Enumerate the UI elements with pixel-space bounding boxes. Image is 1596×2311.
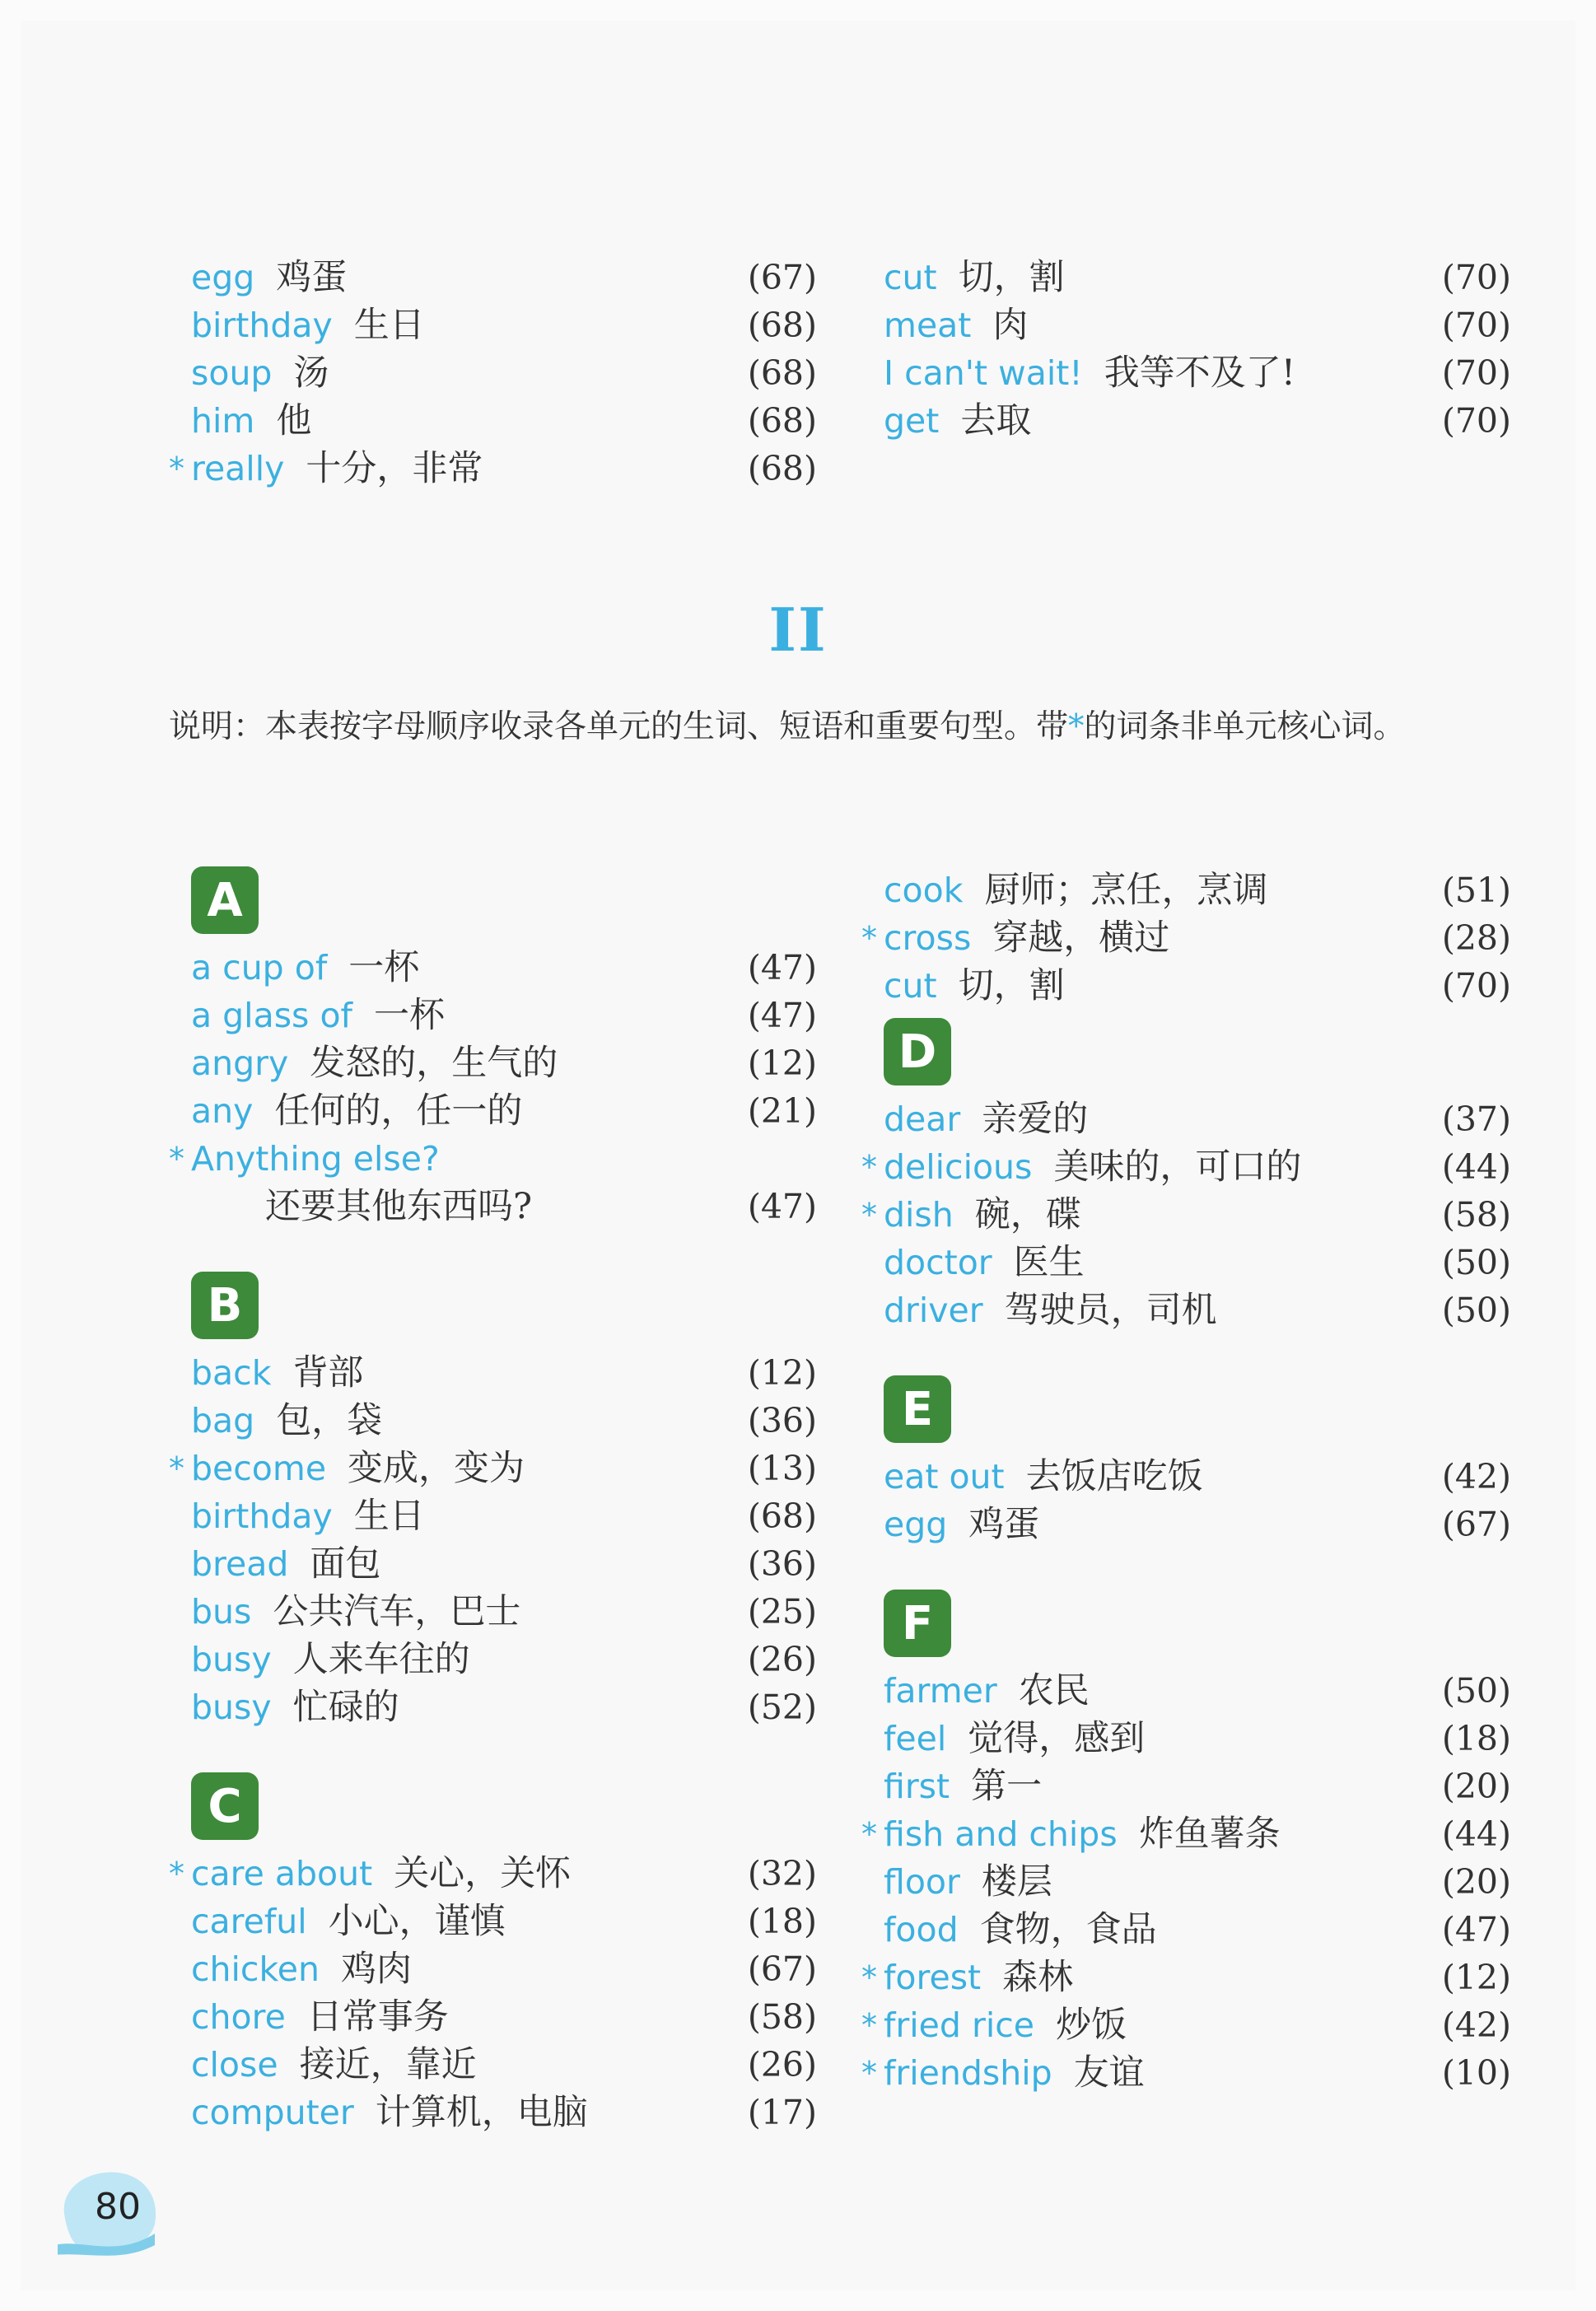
- entry-meaning: 亲爱的: [982, 1099, 1089, 1140]
- entry-word: get: [884, 401, 940, 441]
- non-core-star: *: [861, 1197, 877, 1233]
- entry-meaning: 忙碌的: [292, 1687, 399, 1728]
- entry-page-ref: (18): [747, 1902, 817, 1941]
- entry-meaning: 美味的，可口的: [1053, 1146, 1302, 1188]
- non-core-star: *: [169, 1856, 184, 1892]
- note-text-before: 说明：本表按字母顺序收录各单元的生词、短语和重要句型。带: [169, 708, 1069, 745]
- entry-meaning: 去饭店吃饭: [1025, 1456, 1203, 1497]
- entry-word: become: [191, 1449, 327, 1488]
- entry-word: floor: [884, 1862, 960, 1902]
- glossary-entry: [884, 1667, 1511, 1715]
- glossary-entry: [191, 1588, 817, 1636]
- entry-page-ref: (68): [747, 306, 817, 345]
- entry-page-ref: (58): [1441, 1195, 1511, 1235]
- entry-page-ref: (70): [1441, 353, 1511, 393]
- glossary-entry: [884, 1239, 1511, 1286]
- glossary-entry: [861, 2049, 1511, 2097]
- entry-page-ref: (50): [1441, 1671, 1511, 1711]
- entry-page-ref: (47): [747, 996, 817, 1035]
- glossary-entry: [169, 1445, 817, 1492]
- glossary-entry: [169, 445, 817, 493]
- entry-page-ref: (47): [747, 948, 817, 987]
- entry-word: eat out: [884, 1457, 1005, 1496]
- entry-meaning: 关心，关怀: [394, 1853, 572, 1894]
- entry-word: care about: [191, 1854, 373, 1893]
- entry-word: forest: [884, 1958, 982, 1997]
- entry-meaning: 食物，食品: [979, 1909, 1157, 1950]
- entry-page-ref: (20): [1441, 1767, 1511, 1806]
- entry-page-ref: (44): [1441, 1814, 1511, 1854]
- note-text-after: 的词条非单元核心词。: [1084, 708, 1406, 745]
- entry-meaning: 炸鱼薯条: [1138, 1814, 1281, 1855]
- entry-meaning: 变成，变为: [348, 1448, 525, 1489]
- section-letter-badge: E: [884, 1375, 951, 1443]
- entry-word: careful: [191, 1902, 307, 1941]
- entry-word: driver: [884, 1291, 983, 1330]
- entry-page-ref: (67): [747, 258, 817, 297]
- entry-meaning: 发怒的，生气的: [310, 1043, 558, 1084]
- entry-meaning: 楼层: [981, 1861, 1052, 1902]
- glossary-entry: [884, 1453, 1511, 1501]
- entry-word: busy: [191, 1688, 272, 1727]
- entry-page-ref: (28): [1441, 918, 1511, 958]
- non-core-star: *: [169, 451, 184, 487]
- glossary-entry: [884, 397, 1511, 445]
- glossary-entry: [191, 1087, 817, 1135]
- non-core-star: *: [861, 920, 877, 956]
- entry-page-ref: (12): [747, 1353, 817, 1393]
- entry-page-ref: (68): [747, 401, 817, 441]
- entry-meaning: 鸡肉: [340, 1949, 412, 1990]
- entry-meaning: 炒饭: [1055, 2005, 1127, 2046]
- glossary-entry: [191, 1540, 817, 1588]
- entry-meaning: 肉: [992, 305, 1029, 346]
- entry-meaning: 汤: [293, 352, 329, 394]
- entry-page-ref: (18): [1441, 1719, 1511, 1758]
- glossary-entry: [191, 944, 817, 992]
- glossary-entry: [191, 1492, 817, 1540]
- glossary-entry: [191, 2041, 817, 2089]
- entry-word: angry: [191, 1043, 289, 1083]
- glossary-entry: [191, 1636, 817, 1683]
- entry-word: a cup of: [191, 948, 328, 987]
- entry-page-ref: (17): [747, 2093, 817, 2132]
- entry-word: I can't wait!: [884, 353, 1083, 393]
- entry-page-ref: (47): [747, 1187, 817, 1226]
- entry-meaning: 面包: [310, 1543, 381, 1585]
- glossary-entry: [884, 1906, 1511, 1954]
- page-number: 80: [95, 2186, 141, 2228]
- glossary-entry: [884, 1286, 1511, 1334]
- glossary-entry: [861, 914, 1511, 962]
- entry-word: fish and chips: [884, 1814, 1118, 1854]
- glossary-entry: [861, 1810, 1511, 1858]
- entry-meaning: 切，割: [958, 257, 1065, 298]
- entry-meaning: 背部: [292, 1352, 364, 1394]
- entry-word: food: [884, 1910, 959, 1949]
- entry-page-ref: (25): [747, 1592, 817, 1632]
- explanation-note: [169, 700, 1511, 754]
- entry-meaning: 穿越，横过: [992, 917, 1170, 959]
- entry-page-ref: (70): [1441, 401, 1511, 441]
- glossary-entry: [861, 2001, 1511, 2049]
- entry-page-ref: (42): [1441, 2005, 1511, 2045]
- entry-meaning: 厨师；烹任，烹调: [984, 870, 1268, 911]
- entry-word: a glass of: [191, 996, 352, 1035]
- glossary-entry: [191, 397, 817, 445]
- entry-page-ref: (12): [747, 1043, 817, 1083]
- entry-page-ref: (67): [1441, 1505, 1511, 1544]
- top-left-column: [169, 254, 817, 493]
- entry-meaning: 生日: [353, 305, 425, 346]
- non-core-star: *: [861, 2055, 877, 2091]
- glossary-entry: [884, 301, 1511, 349]
- glossary-entry: [191, 1683, 817, 1731]
- glossary-entry: [191, 1349, 817, 1397]
- glossary-entry: [191, 1397, 817, 1445]
- entry-page-ref: (12): [1441, 1958, 1511, 1997]
- entry-page-ref: (44): [1441, 1147, 1511, 1187]
- entry-meaning: 生日: [353, 1496, 425, 1537]
- entry-word: busy: [191, 1640, 272, 1679]
- entry-meaning: 公共汽车，巴士: [273, 1591, 521, 1632]
- entry-page-ref: (36): [747, 1544, 817, 1584]
- entry-meaning: 鸡蛋: [968, 1504, 1040, 1545]
- entry-page-ref: (20): [1441, 1862, 1511, 1902]
- entry-word: back: [191, 1353, 272, 1393]
- section-letter-badge: C: [191, 1772, 259, 1840]
- entry-word: egg: [884, 1505, 948, 1544]
- entry-word: chore: [191, 1997, 286, 2037]
- entry-page-ref: (51): [1441, 871, 1511, 910]
- entry-meaning: 十分，非常: [306, 448, 483, 489]
- entry-word: birthday: [191, 306, 333, 345]
- entry-meaning: 一杯: [373, 995, 445, 1036]
- entry-meaning: 第一: [971, 1766, 1043, 1807]
- glossary-entry: [191, 349, 817, 397]
- entry-word: computer: [191, 2093, 354, 2132]
- entry-meaning: 驾驶员，司机: [1004, 1290, 1217, 1331]
- entry-meaning: 觉得，感到: [968, 1718, 1146, 1759]
- glossary-entry: [191, 1898, 817, 1945]
- entry-word: cut: [884, 966, 937, 1006]
- entry-meaning: 医生: [1013, 1242, 1085, 1283]
- glossary-entry: [191, 254, 817, 301]
- glossary-left-column: [169, 858, 817, 2136]
- entry-word: Anything else?: [191, 1139, 440, 1179]
- glossary-entry: [884, 1858, 1511, 1906]
- page-number-badge: [58, 2166, 173, 2265]
- entry-meaning: 计算机，电脑: [375, 2092, 588, 2133]
- entry-page-ref: (68): [747, 449, 817, 488]
- entry-meaning: 森林: [1002, 1957, 1074, 1998]
- entry-meaning: 碗，碟: [974, 1194, 1081, 1235]
- entry-meaning: 接近，靠近: [299, 2044, 477, 2085]
- entry-page-ref: (58): [747, 1997, 817, 2037]
- entry-page-ref: (21): [747, 1091, 817, 1131]
- entry-meaning: 小心，谨慎: [328, 1901, 506, 1942]
- glossary-entry: [884, 254, 1511, 301]
- entry-word: bread: [191, 1544, 289, 1584]
- entry-word: first: [884, 1767, 950, 1806]
- entry-word: dear: [884, 1099, 961, 1139]
- entry-page-ref: (36): [747, 1401, 817, 1440]
- entry-word: birthday: [191, 1496, 333, 1536]
- entry-page-ref: (70): [1441, 306, 1511, 345]
- non-core-star: *: [169, 1450, 184, 1487]
- entry-page-ref: (50): [1441, 1243, 1511, 1282]
- entry-page-ref: (70): [1441, 258, 1511, 297]
- entry-page-ref: (68): [747, 353, 817, 393]
- glossary-entry: [884, 1095, 1511, 1143]
- entry-meaning: 友谊: [1073, 2052, 1145, 2094]
- entry-word: egg: [191, 258, 255, 297]
- section-letter-badge: B: [191, 1272, 259, 1339]
- entry-word: feel: [884, 1719, 947, 1758]
- entry-word: him: [191, 401, 255, 441]
- section-letter-badge: F: [884, 1590, 951, 1657]
- entry-page-ref: (10): [1441, 2053, 1511, 2093]
- non-core-star: *: [861, 2007, 877, 2043]
- entry-word: soup: [191, 353, 273, 393]
- glossary-entry: [191, 2089, 817, 2136]
- entry-word: delicious: [884, 1147, 1033, 1187]
- glossary-entry: [861, 1143, 1511, 1191]
- entry-word: close: [191, 2045, 278, 2085]
- glossary-entry: [191, 1945, 817, 1993]
- section-title: II: [768, 595, 828, 665]
- entry-meaning: 一杯: [348, 947, 420, 988]
- entry-meaning: 还要其他东西吗?: [265, 1186, 533, 1227]
- glossary-entry: [884, 962, 1511, 1010]
- entry-page-ref: (50): [1441, 1291, 1511, 1330]
- entry-page-ref: (68): [747, 1496, 817, 1536]
- entry-word: fried rice: [884, 2005, 1034, 2045]
- glossary-entry: [169, 1850, 817, 1898]
- glossary-entry: [884, 1501, 1511, 1548]
- entry-page-ref: (13): [747, 1449, 817, 1488]
- note-star: *: [1068, 708, 1085, 745]
- entry-word: really: [191, 449, 285, 488]
- glossary-entry: [191, 301, 817, 349]
- entry-meaning: 他: [276, 400, 312, 441]
- section-letter-badge: D: [884, 1018, 951, 1085]
- glossary-entry: [884, 866, 1511, 914]
- entry-word: chicken: [191, 1949, 320, 1989]
- glossary-entry: [191, 1039, 817, 1087]
- entry-meaning: 包，袋: [276, 1400, 383, 1441]
- glossary-entry: [884, 1715, 1511, 1762]
- non-core-star: *: [861, 1816, 877, 1852]
- entry-page-ref: (70): [1441, 966, 1511, 1006]
- entry-word: bag: [191, 1401, 255, 1440]
- entry-meaning: 人来车往的: [292, 1639, 470, 1680]
- entry-page-ref: (42): [1441, 1457, 1511, 1496]
- non-core-star: *: [861, 1959, 877, 1996]
- entry-word: any: [191, 1091, 254, 1131]
- entry-page-ref: (26): [747, 2045, 817, 2085]
- entry-word: cut: [884, 258, 937, 297]
- glossary-entry: [861, 1954, 1511, 2001]
- glossary-entry: [191, 1993, 817, 2041]
- entry-meaning: 任何的，任一的: [274, 1090, 523, 1132]
- top-right-column: [884, 254, 1511, 445]
- glossary-entry: [884, 349, 1511, 397]
- glossary-entry: [169, 1135, 817, 1183]
- non-core-star: *: [861, 1149, 877, 1185]
- entry-page-ref: (67): [747, 1949, 817, 1989]
- entry-page-ref: (26): [747, 1640, 817, 1679]
- entry-page-ref: (37): [1441, 1099, 1511, 1139]
- entry-meaning: 日常事务: [306, 1996, 449, 2038]
- entry-word: bus: [191, 1592, 252, 1632]
- glossary-right-column: [861, 866, 1511, 2097]
- entry-meaning: 切，割: [958, 965, 1065, 1006]
- glossary-entry: [861, 1191, 1511, 1239]
- section-letter-badge: A: [191, 866, 259, 934]
- entry-word: cross: [884, 918, 972, 958]
- entry-meaning: 去取: [960, 400, 1032, 441]
- entry-word: doctor: [884, 1243, 992, 1282]
- entry-word: friendship: [884, 2053, 1052, 2093]
- entry-meaning: 农民: [1018, 1670, 1090, 1711]
- entry-word: cook: [884, 871, 964, 910]
- entry-meaning: 我等不及了!: [1104, 352, 1295, 394]
- entry-word: meat: [884, 306, 972, 345]
- entry-word: farmer: [884, 1671, 997, 1711]
- entry-page-ref: (32): [747, 1854, 817, 1893]
- entry-page-ref: (47): [1441, 1910, 1511, 1949]
- entry-meaning: 鸡蛋: [276, 257, 348, 298]
- entry-word: dish: [884, 1195, 954, 1235]
- non-core-star: *: [169, 1141, 184, 1177]
- entry-continuation: [191, 1183, 817, 1230]
- glossary-entry: [191, 992, 817, 1039]
- glossary-entry: [884, 1762, 1511, 1810]
- entry-page-ref: (52): [747, 1688, 817, 1727]
